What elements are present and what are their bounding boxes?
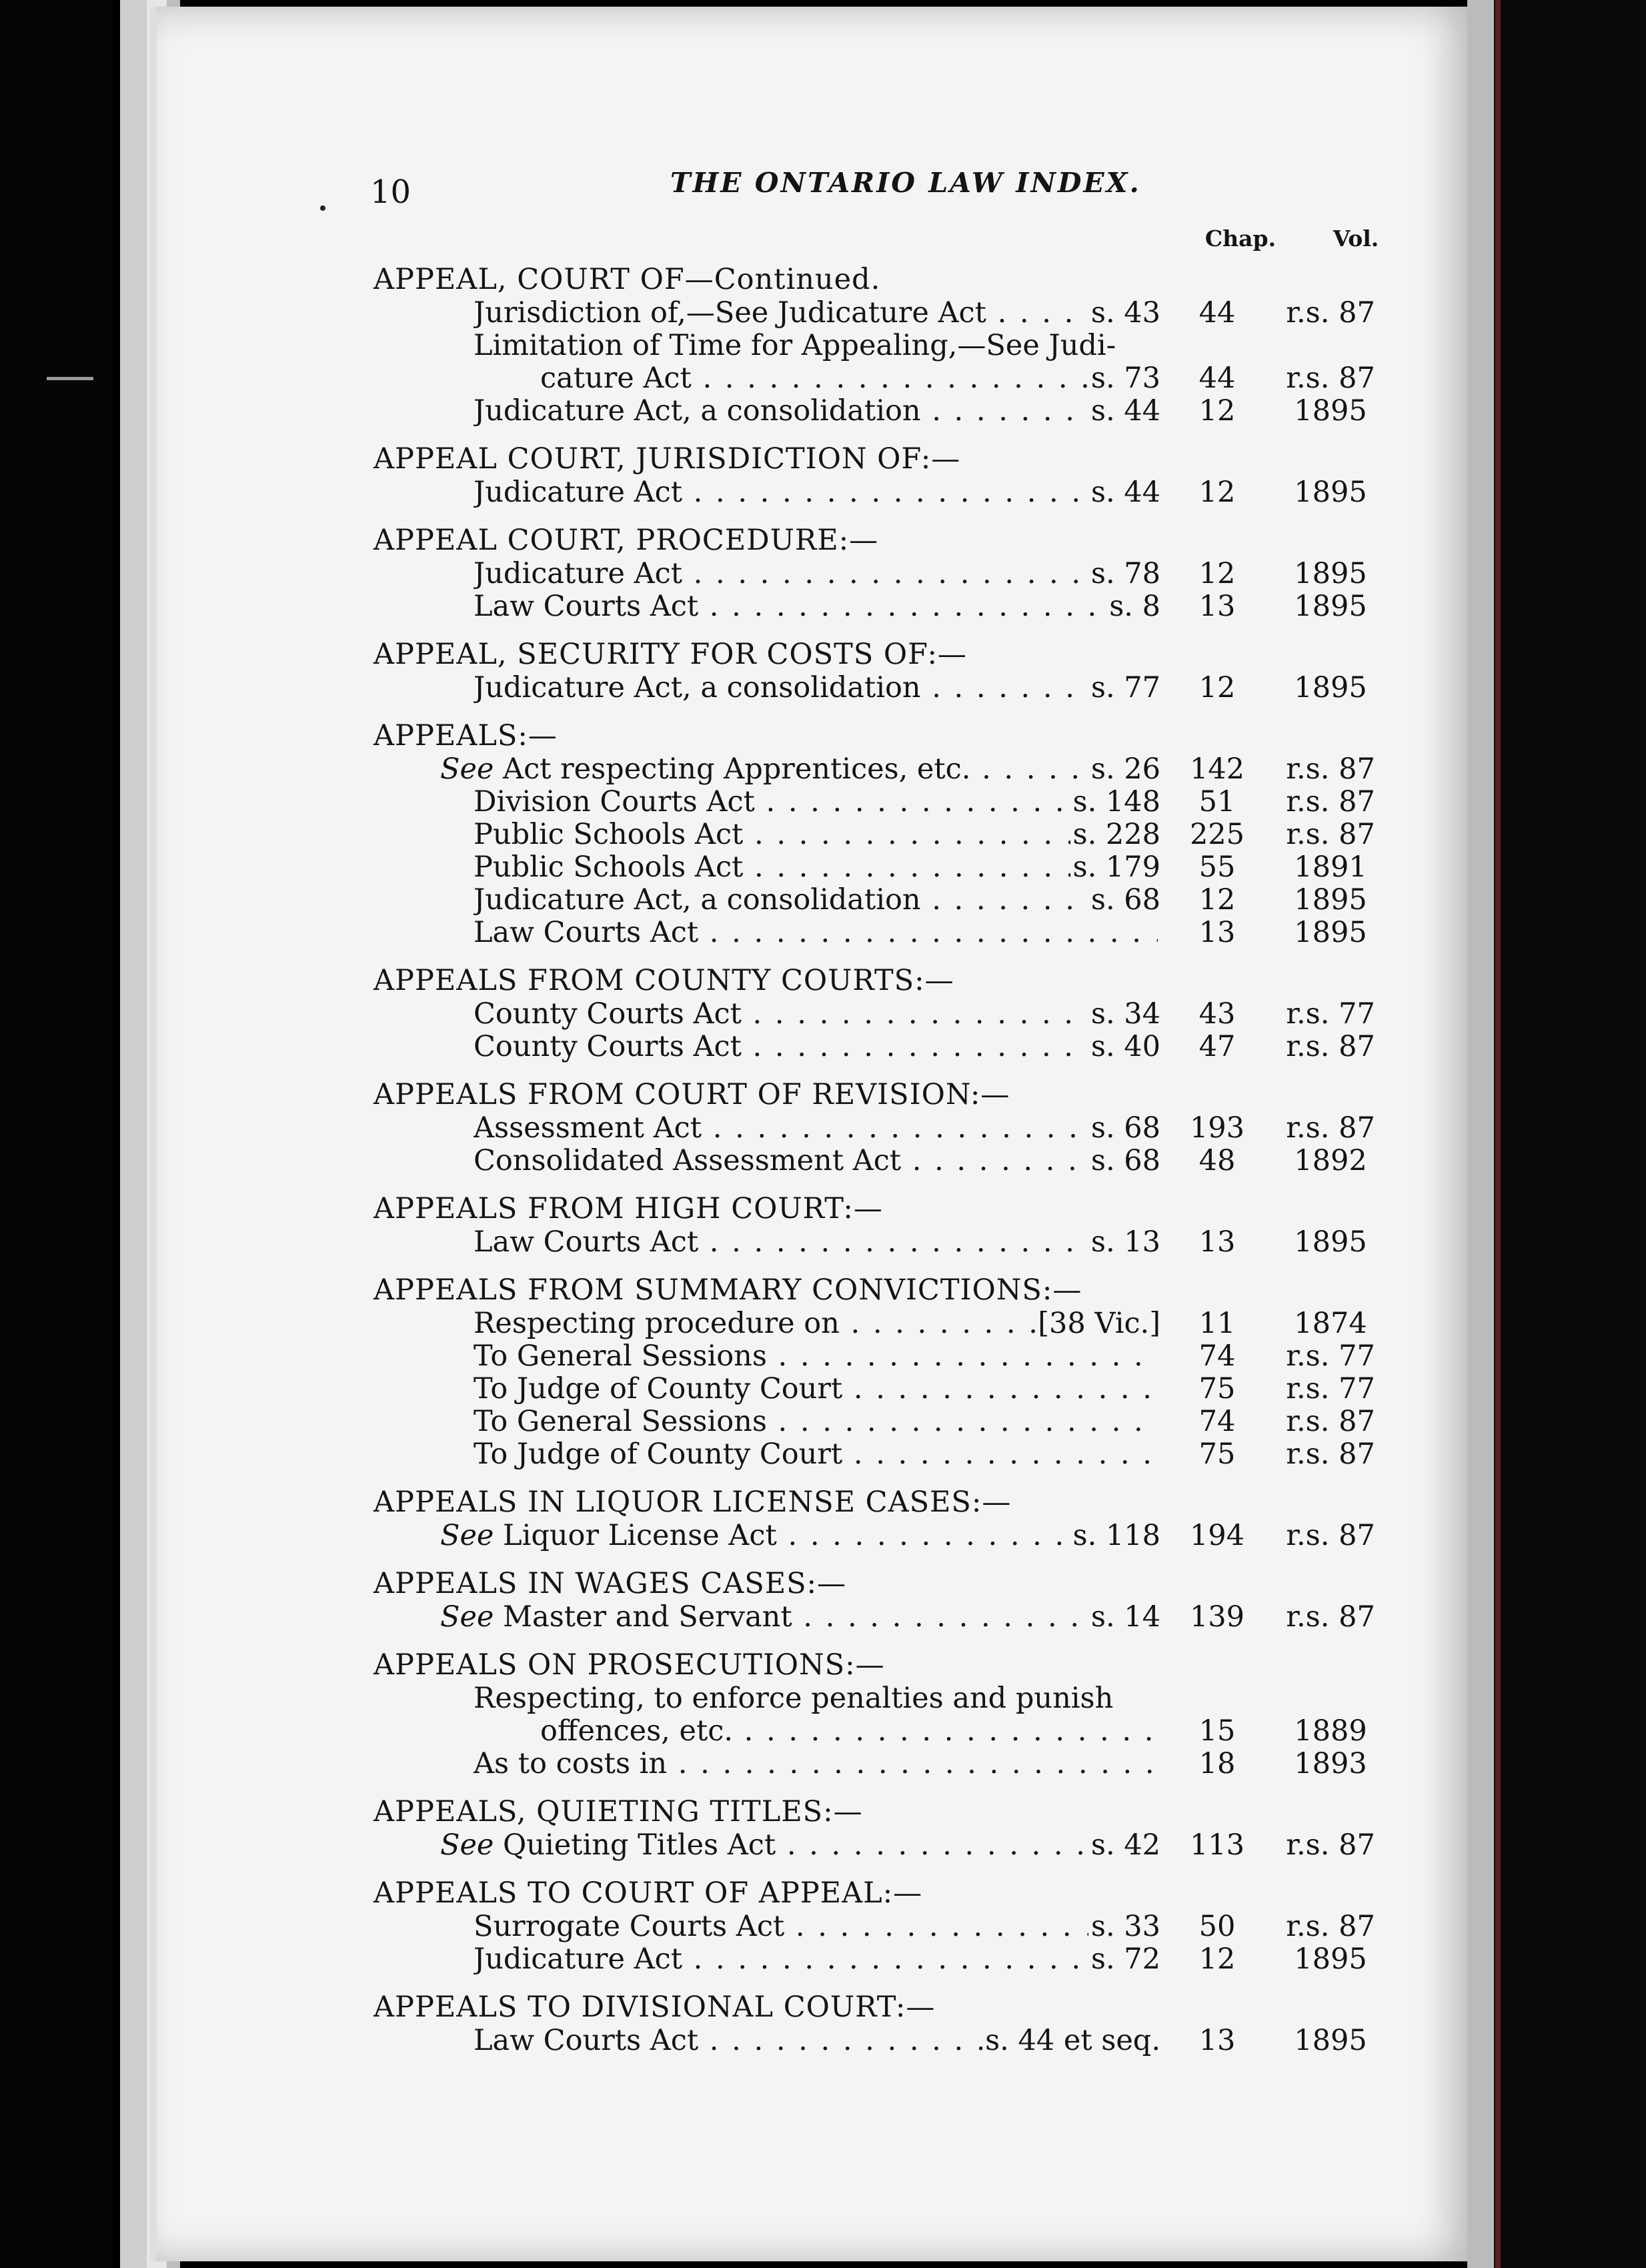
entry-volume: r.s. 87 [1286,752,1375,786]
entry-leader [474,1373,1158,1405]
index-heading: APPEALS FROM HIGH COURT:— [373,1192,883,1225]
index-entry [373,998,1387,1031]
entry-leader [474,851,1070,884]
entry-leader [440,1601,1088,1634]
entry-volume: 1895 [1294,671,1367,704]
index-entry [373,1601,1387,1634]
index-entry [373,2025,1387,2057]
entry-volume: 1895 [1294,883,1367,917]
entry-chapter: 18 [1198,1747,1236,1780]
entry-text: To General Sessions [474,1405,767,1438]
entry-leader [440,1829,1088,1862]
entry-chapter: 74 [1198,1339,1236,1373]
entry-section: s. 43 [1090,296,1160,330]
entry-text: Judicature Act [474,1943,682,1976]
entry-text: Master and Servant [503,1601,792,1634]
scan-dot [320,205,325,211]
index-entry [373,1405,1387,1438]
running-head: THE ONTARIO LAW INDEX. [670,167,1141,199]
index-heading: APPEAL, SECURITY FOR COSTS OF:— [373,638,967,671]
index-entry [373,672,1387,704]
entry-leader [474,884,1088,917]
entry-section: s. 26 [1090,752,1160,786]
index-heading: APPEALS FROM SUMMARY CONVICTIONS:— [373,1273,1082,1307]
entry-volume: r.s. 87 [1286,1910,1375,1943]
entry-leader [540,362,1088,395]
entry-chapter: 13 [1198,2024,1236,2057]
entry-leader [474,395,1088,428]
page-number: 10 [370,173,412,211]
entry-chapter: 47 [1198,1030,1236,1063]
entry-volume: 1895 [1294,916,1367,949]
index-entry [373,1031,1387,1063]
entry-section: s. 40 [1090,1030,1160,1063]
index-group [373,263,1387,428]
page-right-edge [1467,0,1494,2268]
entry-volume: 1895 [1294,1942,1367,1976]
index-group [373,524,1387,623]
index-entry [373,1520,1387,1552]
entry-text: Judicature Act [474,558,682,590]
see-reference: See [440,1520,494,1552]
index-entry [373,590,1387,623]
entry-chapter: 11 [1198,1307,1236,1340]
see-reference: See [440,1829,494,1862]
entry-text: Public Schools Act [474,818,744,851]
entry-text: To Judge of County Court [474,1373,843,1405]
entry-volume: 1892 [1294,1144,1367,1177]
entry-leader [440,1520,1070,1552]
index-heading: APPEALS TO DIVISIONAL COURT:— [373,1991,936,2024]
entry-section: s. 68 [1090,1111,1160,1145]
entry-section: s. 118 [1072,1519,1160,1552]
index-entry [373,753,1387,786]
entry-section: s. 44 [1090,394,1160,428]
index-body [373,263,1387,2072]
entry-chapter: 194 [1189,1519,1245,1552]
entry-text: County Courts Act [474,998,742,1031]
entry-chapter: 12 [1198,883,1236,917]
entry-volume: 1895 [1294,2024,1367,2057]
entry-volume: r.s. 77 [1286,1339,1375,1373]
see-reference: See [440,753,494,786]
binding-strip [1495,0,1501,2268]
entry-chapter: 12 [1198,476,1236,509]
entry-volume: 1889 [1294,1714,1367,1748]
entry-chapter: 13 [1198,1225,1236,1259]
entry-chapter: 50 [1198,1910,1236,1943]
entry-volume: r.s. 87 [1286,362,1375,395]
index-entry [373,1910,1387,1943]
entry-leader [474,1910,1088,1943]
index-entry [373,362,1387,395]
entry-text: Judicature Act, a consolidation [474,672,921,704]
entry-volume: r.s. 77 [1286,1372,1375,1405]
column-header-vol: Vol. [1333,225,1379,251]
entry-volume: 1895 [1294,557,1367,590]
entry-section: [38 Vic.] [1038,1307,1160,1340]
entry-chapter: 48 [1198,1144,1236,1177]
entry-leader [474,1748,1158,1780]
entry-leader [474,917,1158,949]
entry-leader [474,998,1088,1031]
entry-leader [474,818,1070,851]
entry-volume: r.s. 77 [1286,997,1375,1031]
page-edge-stack [120,0,147,2268]
entry-section: s. 78 [1090,557,1160,590]
entry-text: Jurisdiction of,—See Judicature Act [474,297,986,330]
entry-leader [474,672,1088,704]
entry-text: Consolidated Assessment Act [474,1145,902,1177]
index-heading: APPEALS TO COURT OF APPEAL:— [373,1876,923,1910]
entry-leader [440,753,1088,786]
entry-chapter: 15 [1198,1714,1236,1748]
index-heading: APPEALS ON PROSECUTIONS:— [373,1648,885,1682]
entry-text: Assessment Act [474,1112,702,1145]
entry-section: s. 73 [1090,362,1160,395]
entry-text: Judicature Act [474,476,682,509]
entry-chapter: 51 [1198,785,1236,818]
entry-chapter: 142 [1189,752,1245,786]
entry-volume: r.s. 87 [1286,1030,1375,1063]
entry-leader [474,2025,982,2057]
index-heading: APPEALS:— [373,719,558,752]
index-heading: APPEALS FROM COURT OF REVISION:— [373,1078,1010,1111]
entry-section: s. 68 [1090,1144,1160,1177]
entry-chapter: 44 [1198,362,1236,395]
entry-volume: r.s. 87 [1286,1828,1375,1862]
column-header-chap: Chap. [1204,225,1277,251]
index-heading: APPEALS IN LIQUOR LICENSE CASES:— [373,1486,1012,1519]
index-entry [373,1438,1387,1471]
entry-volume: 1891 [1294,851,1367,884]
index-group [373,1991,1387,2057]
entry-text: Law Courts Act [474,1226,699,1259]
page-header [370,167,1384,213]
entry-text: Law Courts Act [474,590,699,623]
index-entry [373,297,1387,330]
entry-section: s. 68 [1090,883,1160,917]
entry-leader [474,476,1088,509]
index-heading: APPEAL, COURT OF—Continued. [373,263,881,296]
entry-text: Limitation of Time for Appealing,—See Judi- [474,329,1116,362]
index-entry [373,1145,1387,1177]
index-group [373,964,1387,1063]
scan-mark [47,377,93,380]
entry-volume: r.s. 87 [1286,1111,1375,1145]
index-group [373,442,1387,509]
entry-volume: 1895 [1294,1225,1367,1259]
entry-volume: r.s. 87 [1286,785,1375,818]
index-entry [373,1748,1387,1780]
index-entry [373,786,1387,818]
entry-text: Liquor License Act [503,1520,777,1552]
index-entry [373,476,1387,509]
index-heading: APPEAL COURT, JURISDICTION OF:— [373,442,961,476]
entry-volume: 1895 [1294,476,1367,509]
index-heading: APPEAL COURT, PROCEDURE:— [373,524,879,557]
entry-chapter: 12 [1198,557,1236,590]
entry-text: As to costs in [474,1748,668,1780]
entry-section: s. 179 [1072,851,1160,884]
entry-chapter: 139 [1189,1600,1245,1634]
index-entry [373,1943,1387,1976]
entry-leader [474,1340,1158,1373]
index-group [373,1486,1387,1552]
index-entry [373,1829,1387,1862]
entry-volume: r.s. 87 [1286,1519,1375,1552]
scan-right-margin [1494,0,1646,2268]
entry-leader [474,590,1106,623]
entry-section: s. 34 [1090,997,1160,1031]
entry-leader [540,1715,1158,1748]
index-entry [373,558,1387,590]
index-group [373,719,1387,949]
entry-volume: r.s. 87 [1286,296,1375,330]
entry-chapter: 193 [1189,1111,1245,1145]
index-group [373,1567,1387,1634]
index-entry [373,917,1387,949]
entry-volume: 1895 [1294,590,1367,623]
entry-volume: r.s. 87 [1286,1600,1375,1634]
entry-section: s. 44 et seq. [985,2024,1160,2057]
index-entry [373,884,1387,917]
entry-volume: r.s. 87 [1286,818,1375,851]
entry-text: Law Courts Act [474,2025,699,2057]
entry-section: s. 14 [1090,1600,1160,1634]
entry-text: Judicature Act, a consolidation [474,395,921,428]
entry-chapter: 44 [1198,296,1236,330]
entry-text: Division Courts Act [474,786,755,818]
entry-chapter: 12 [1198,394,1236,428]
entry-text: Quieting Titles Act [503,1829,776,1862]
entry-leader [474,1943,1088,1976]
entry-leader [474,1307,1035,1340]
entry-volume: 1893 [1294,1747,1367,1780]
entry-leader [474,558,1088,590]
entry-chapter: 74 [1198,1405,1236,1438]
index-group [373,1648,1387,1780]
entry-leader [474,1438,1158,1471]
entry-text: cature Act [540,362,692,395]
entry-text: Law Courts Act [474,917,699,949]
entry-chapter: 225 [1189,818,1245,851]
entry-chapter: 75 [1198,1438,1236,1471]
entry-chapter: 12 [1198,671,1236,704]
index-group [373,1192,1387,1259]
index-entry [373,851,1387,884]
entry-section: s. 77 [1090,671,1160,704]
index-heading: APPEALS IN WAGES CASES:— [373,1567,847,1600]
entry-volume: 1895 [1294,394,1367,428]
entry-section: s. 33 [1090,1910,1160,1943]
entry-volume: r.s. 87 [1286,1438,1375,1471]
entry-text: To Judge of County Court [474,1438,843,1471]
entry-section: s. 8 [1109,590,1160,623]
index-entry [373,1340,1387,1373]
see-reference: See [440,1601,494,1634]
entry-chapter: 113 [1189,1828,1245,1862]
index-group [373,638,1387,704]
index-entry-line [373,330,1387,362]
entry-text: offences, etc. [540,1715,733,1748]
entry-text: Judicature Act, a consolidation [474,884,921,917]
index-group [373,1273,1387,1471]
entry-leader [474,786,1070,818]
entry-chapter: 13 [1198,590,1236,623]
entry-leader [474,1031,1088,1063]
index-group [373,1795,1387,1862]
index-entry-line [373,1682,1387,1715]
entry-volume: 1874 [1294,1307,1367,1340]
entry-section: s. 72 [1090,1942,1160,1976]
entry-leader [474,1112,1088,1145]
entry-text: To General Sessions [474,1340,767,1373]
index-entry [373,1307,1387,1340]
entry-leader [474,1145,1088,1177]
entry-chapter: 13 [1198,916,1236,949]
entry-leader [474,1405,1158,1438]
entry-text: Respecting, to enforce penalties and punish [474,1682,1114,1715]
index-entry [373,818,1387,851]
index-group [373,1078,1387,1177]
entry-leader [474,297,1088,330]
entry-text: Surrogate Courts Act [474,1910,785,1943]
index-entry [373,395,1387,428]
index-entry [373,1112,1387,1145]
entry-chapter: 75 [1198,1372,1236,1405]
entry-text: Public Schools Act [474,851,744,884]
entry-chapter: 55 [1198,851,1236,884]
entry-chapter: 43 [1198,997,1236,1031]
entry-chapter: 12 [1198,1942,1236,1976]
entry-leader [474,1226,1088,1259]
index-heading: APPEALS, QUIETING TITLES:— [373,1795,863,1828]
entry-section: s. 42 [1090,1828,1160,1862]
entry-section: s. 228 [1072,818,1160,851]
entry-section: s. 148 [1072,785,1160,818]
scan-left-margin [0,0,113,2268]
index-heading: APPEALS FROM COUNTY COURTS:— [373,964,954,997]
index-entry [373,1715,1387,1748]
entry-text: Act respecting Apprentices, etc. [503,753,971,786]
index-group [373,1876,1387,1976]
entry-text: County Courts Act [474,1031,742,1063]
entry-volume: r.s. 87 [1286,1405,1375,1438]
entry-section: s. 44 [1090,476,1160,509]
entry-text: Respecting procedure on [474,1307,840,1340]
index-entry [373,1226,1387,1259]
index-entry [373,1373,1387,1405]
entry-section: s. 13 [1090,1225,1160,1259]
